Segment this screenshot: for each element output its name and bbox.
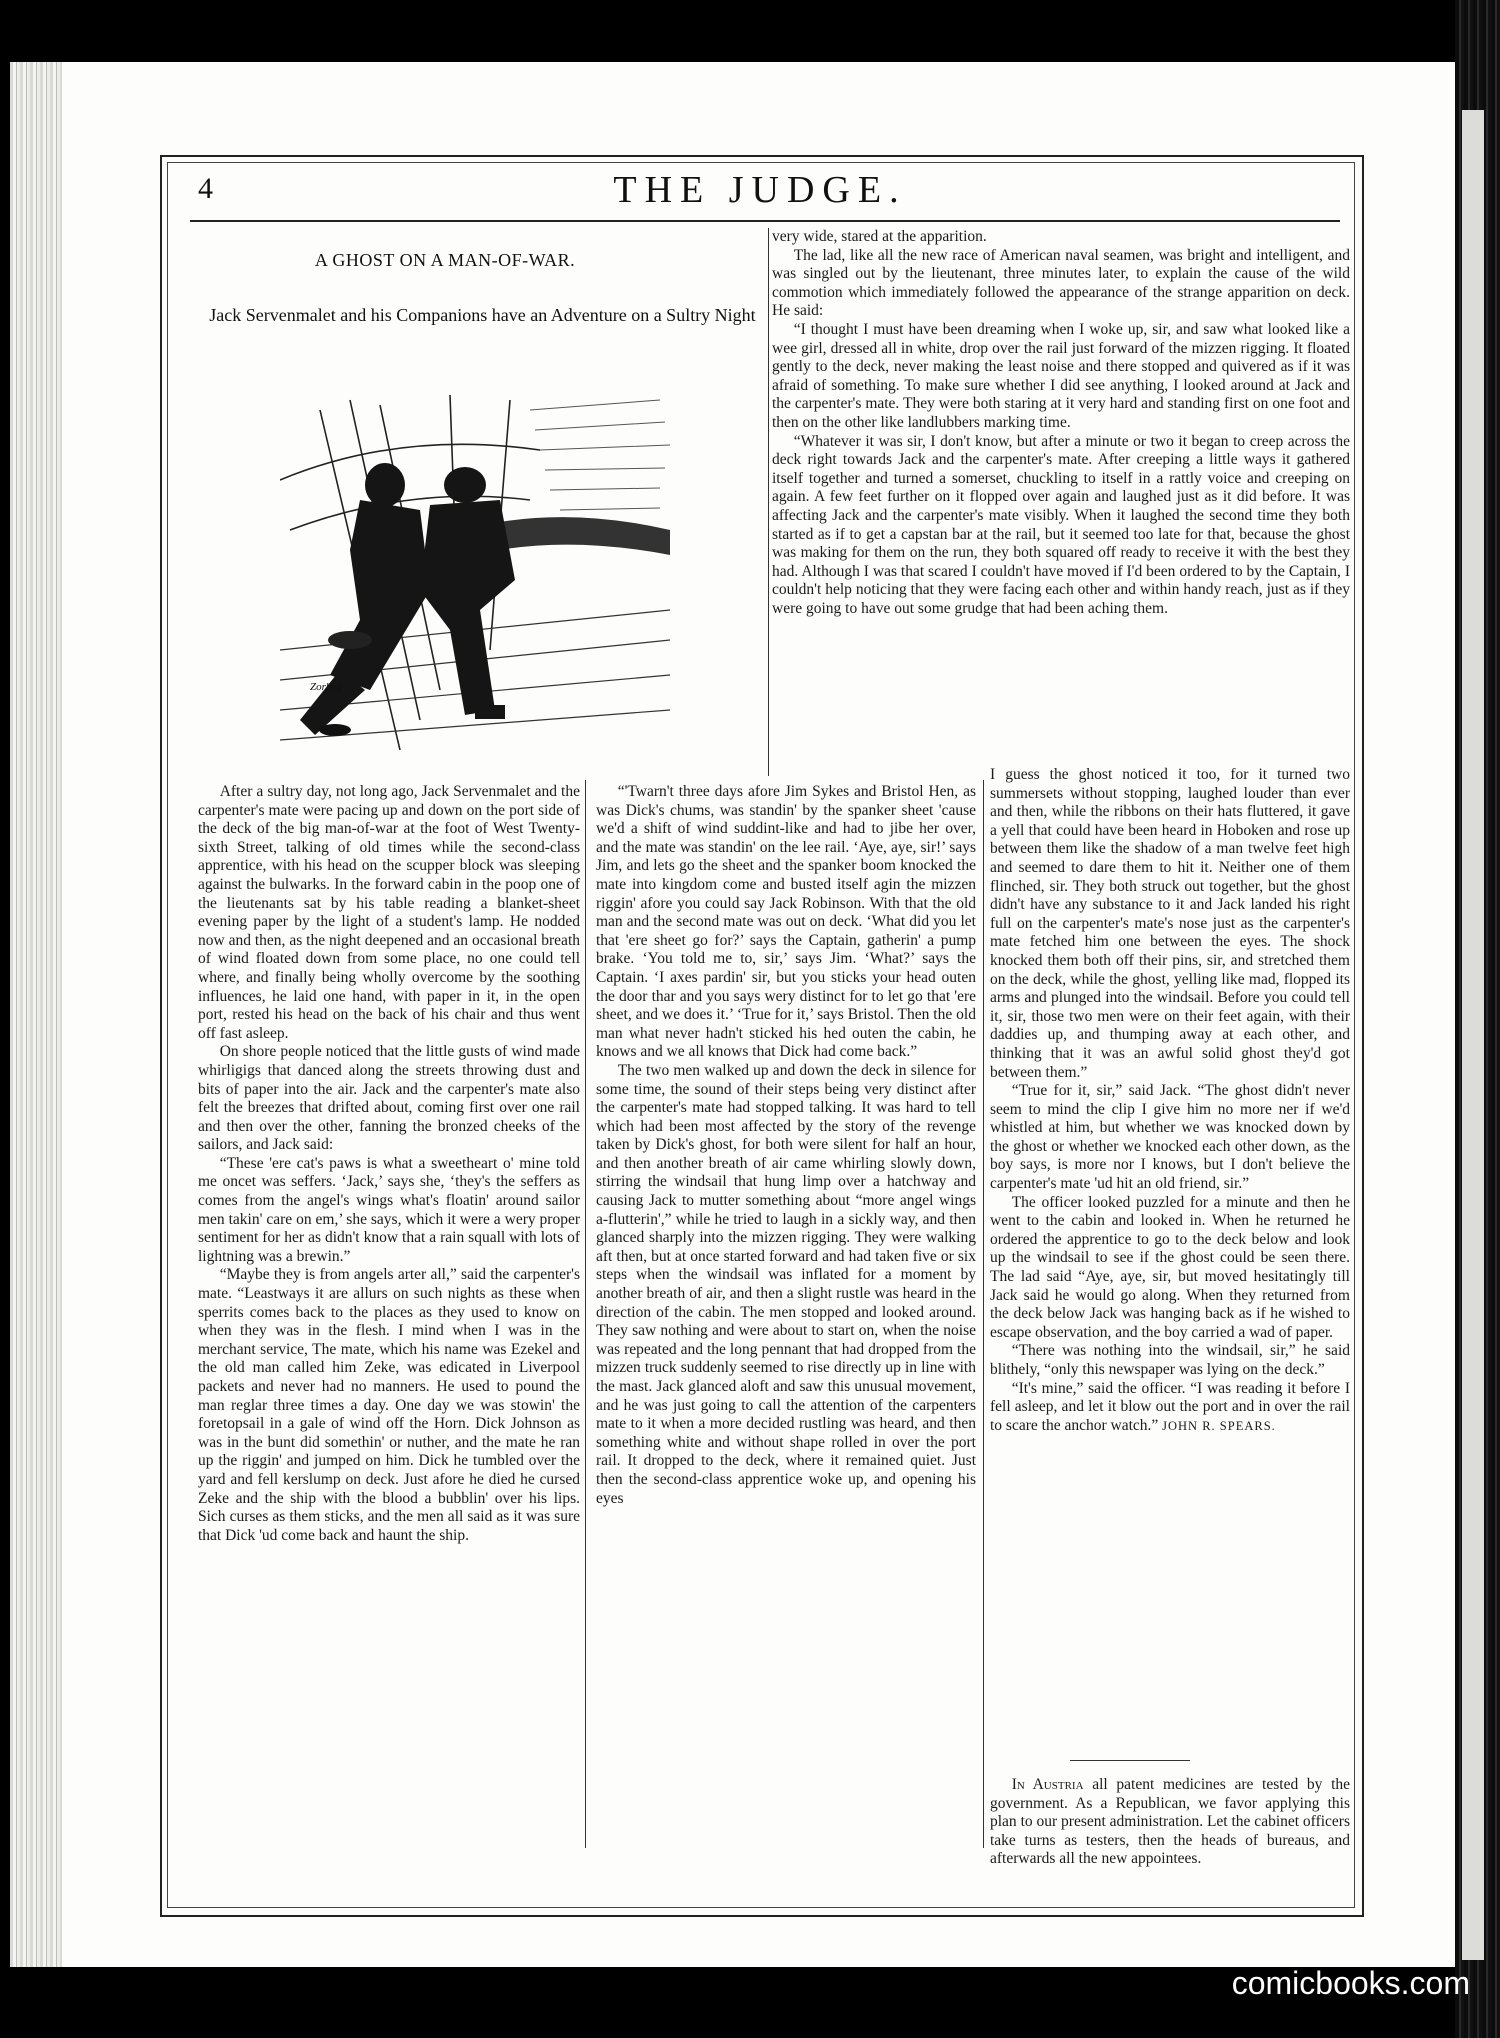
facing-page-edge (1455, 0, 1500, 2038)
illustration-sailor-left (300, 463, 430, 735)
paragraph: “There was nothing into the windsail, sir,” he said blithely, “only this newspaper was lying on the deck.” (990, 1342, 1350, 1378)
paragraph: “Whatever it was sir, I don't know, but after a minute or two it began to creep across the deck right towards Jack and the carpenter's mate. After creeping a little ways it gathered itself together and turned a somerset, chuckling to itself in a rattly voice and creeping on again. A few feet further on it flopped over again and laughed just as it did before. It was affecting Jack and the carpenter's mate visibly. When it laughed the second time they both started as if to get a capstan bar at the rail, but it seemed too late for that, because the ghost was making for them on the run, they both squared off ready to receive it with the best they had. Although I was that scared I couldn't have moved if I'd been ordered to by the Captain, I couldn't help noticing that they were facing each other and within handy reach, just as if they were going to have out some grudge that had been aching them. (772, 432, 1350, 617)
filler-paragraph (990, 1776, 1350, 1869)
paragraph: “Maybe they is from angels arter all,” said the carpenter's mate. “Leastways it are allurs on such nights as these when sperrits comes back to the places as they used to know on when they was in the flesh. I mind when I was in the merchant service, The mate, which his name was Ezekel and the old man called him Zeke, was edicated in Liverpool packets and never had no manners. He used to pound the man reglar three times a day. One day we was stowin' the foretopsail in a gale of wind off the Horn. Dick Johnson as was in the bunt did somethin' or nuther, and the mate he ran up the riggin' and jumped on him. Dick he tumbled over the yard and fell kerslump on deck. Just afore he died he cursed Zeke and the ship with the blood a bubblin' over his lips. Sich curses as them sticks, and the men all said as it was sure that Dick 'ud come back and haunt the ship. (198, 1266, 580, 1544)
illustration-hat-on-deck (319, 724, 351, 736)
paragraph: “True for it, sir,” said Jack. “The ghost didn't never seem to mind the clip I give him no more ner if we'd whistled at him, but whether we was knocked down by the ghost or whether we knocked each other down, as the boy says, is more nor I knows, but I don't believe the carpenter's mate 'ud hit an old friend, sir.” (990, 1082, 1350, 1193)
illustration-sailors-fighting (280, 390, 670, 760)
facing-page-strip (1462, 110, 1484, 1960)
page-number: 4 (198, 172, 213, 205)
filler-body: all patent medicines are tested by the government. As a Republican, we favor applying this plan to our present administration. Let the cabinet officers take turns as testers, then the heads of bureaus, and afterwards all the new appointees. (990, 1776, 1351, 1868)
paragraph: I guess the ghost noticed it too, for it turned two summersets without stopping, laughed louder than ever and then, while the ribbons on their hats fluttered, it gave a yell that could have been heard in Hoboken and rose up between them like the shadow of a man twelve feet high and seemed to dare them to hit it. Neither one of them flinched, sir. They both struck out together, but the ghost didn't have any substance to it and Jack landed his right full on the carpenter's mate's nose just as the carpenter's mate fetched him one between the eyes. The shock knocked them both off their pins, sir, and stretched them on the deck, while the ghost, yelling like mad, flopped its arms and plunged into the windsail. Before you could tell it, sir, those two men were on their feet again, with their daddies up, and thumping away at each other, and thinking that it was an awful solid ghost they'd got between them.” (990, 766, 1350, 1081)
masthead-rule (190, 220, 1340, 222)
article-end-rule (1070, 1760, 1190, 1761)
paragraph: “'Twarn't three days afore Jim Sykes and Bristol Hen, as was Dick's chums, was standin' by the spanker sheet 'cause we'd a shift of wind suddint-like and had to jibe her over, and the mate was standin' on the lee rail. ‘Aye, aye, sir!’ says Jim, and lets go the sheet and the spanker boom knocked the mate into kingdom come and busted itself agin the mizzen riggin' afore you could say Jack Robinson. With that the old man and the second mate was out on deck. ‘What did you let that 'ere sheet go for?’ says the Captain, gatherin' a pump brake. ‘You told me to, sir,’ says Jim. ‘What?’ says the Captain. ‘I axes pardin' sir, but you sticks your head outen the door thar and you says wery distinct for to let go that 'ere sheet, and we does it.’ ‘True for it,’ says Bristol. Then the old man what never hadn't sticked his hed outen the cabin, he knows and we all knows that Dick had come back.” (596, 783, 976, 1061)
paragraph: The lad, like all the new race of American naval seamen, was bright and intelligent, and was singled out by the lieutenant, three minutes later, to explain the cause of the wild commotion which immediately followed the appearance of the strange apparition on deck. He said: (772, 246, 1350, 320)
paragraph: “I thought I must have been dreaming when I woke up, sir, and saw what looked like a wee girl, dressed all in white, drop over the rail just forward of the mizzen rigging. It floated gently to the deck, never making the least noise and there stopped and quivered as if it was afraid of something. To make sure whether I did see anything, I looked around at Jack and the carpenter's mate. They were both staring at it very hard and standing first on one foot and then on the other like landlubbers marking time. (772, 320, 1350, 431)
paragraph-final (990, 1380, 1350, 1436)
illustration-sky-hatching (530, 400, 670, 510)
book-binding (10, 62, 62, 1967)
column-rule-right (983, 780, 984, 1848)
article-title: A GHOST ON A MAN-OF-WAR. (314, 250, 576, 270)
paragraph: very wide, stared at the apparition. (772, 228, 987, 245)
column-rule-left (585, 780, 586, 1848)
column-1 (198, 783, 580, 1545)
paragraph-final-text: “It's mine,” said the officer. “I was reading it before I fell asleep, and let it blow out the port and in over the rail to scare the anchor watch.” (990, 1379, 1350, 1434)
filler-lead: In Austria (1011, 1776, 1084, 1793)
author-byline: JOHN R. SPEARS. (1162, 1418, 1276, 1433)
paragraph: After a sultry day, not long ago, Jack Servenmalet and the carpenter's mate were pacing up and down on the port side of the deck of the big man-of-war at the foot of West Twenty-sixth Street, talking of old times while the second-class apprentice, with his head on the scupper block was sleeping against the bulwarks. In the forward cabin in the poop one of the lieutenants sat by his table reading a blanket-sheet evening paper by the light of a student's lamp. He nodded now and then, as the night deepened and an occasional breath of wind floated down from some place, no one could tell where, and finally being wholly overcome by the soothing influences, he laid one hand, with paper in it, in the open port, rested his head on the back of his chair and thus went off fast asleep. (198, 783, 580, 1042)
illustration-sailor-right (420, 467, 515, 719)
article-deck: Jack Servenmalet and his Companions have an Adventure on a Sultry Night (209, 305, 756, 325)
masthead-title: THE JUDGE. (613, 169, 907, 211)
illustration-capstan (328, 631, 372, 649)
illustration-signature: Zorbeg (310, 681, 342, 693)
column-3-top (772, 228, 1350, 618)
watermark: comicbooks.com (1231, 1965, 1470, 2001)
paragraph: “These 'ere cat's paws is what a sweetheart o' mine told me oncet was seffers. ‘Jack,’ says she, ‘they's the seffers as comes from the angel's wings what's floatin' around sailor men takin' care on em,’ she says, which it were a wery proper sentiment for her as didn't know that a rain squall with lots of lightning was a brewin.” (198, 1154, 580, 1265)
paragraph: On shore people noticed that the little gusts of wind made whirligigs that danced along the streets throwing dust and bits of paper into the air. Jack and the carpenter's mate also felt the breezes that drifted about, coming first over one rail and then over the other, fanning the bronzed cheeks of the sailors, and Jack said: (198, 1043, 580, 1154)
column-2 (596, 783, 976, 1508)
paragraph: The two men walked up and down the deck in silence for some time, the sound of their steps being very distinct after the carpenter's mate had stopped talking. It was hard to tell which had been most affected by the story of the revenge taken by Dick's ghost, for both were silent for half an hour, and then another breath of air came whirling slowly down, stirring the windsail that hung limp over a hatchway and causing Jack to mutter something about “more angel wings a-flutterin',” while he tried to laugh in a sickly way, and then glanced sharply into the mizzen rigging. They were walking aft then, but at once started forward and had taken five or six steps when the windsail was inflated for a moment by another breath of air, and then a slight rustle was heard in the direction of the cabin. The men stopped and looked around. They saw nothing and were about to start on, when the noise was repeated and the long pennant that had dropped from the mizzen truck suddenly seemed to rise directly up in line with the mast. Jack glanced aloft and saw this unusual movement, and he was just going to call the attention of the carpenters mate to it when a more decided rustling was heard, and then something white and without shape rolled in over the port rail. It dropped to the deck, where it remained quiet. Just then the second-class apprentice woke up, and opening his eyes (596, 1061, 976, 1507)
column-rule-upper (768, 228, 769, 776)
paragraph: The officer looked puzzled for a minute and then he went to the cabin and looked in. When he returned he ordered the apprentice to go to the deck below and look up the windsail to see if the ghost could be seen there. The lad said “Aye, aye, sir, but moved hesitatingly till Jack said he would go along. When they returned from the deck below Jack was hanging back as if he wished to escape observation, and the boy carried a wad of paper. (990, 1193, 1350, 1341)
column-3-bottom (990, 766, 1350, 1435)
